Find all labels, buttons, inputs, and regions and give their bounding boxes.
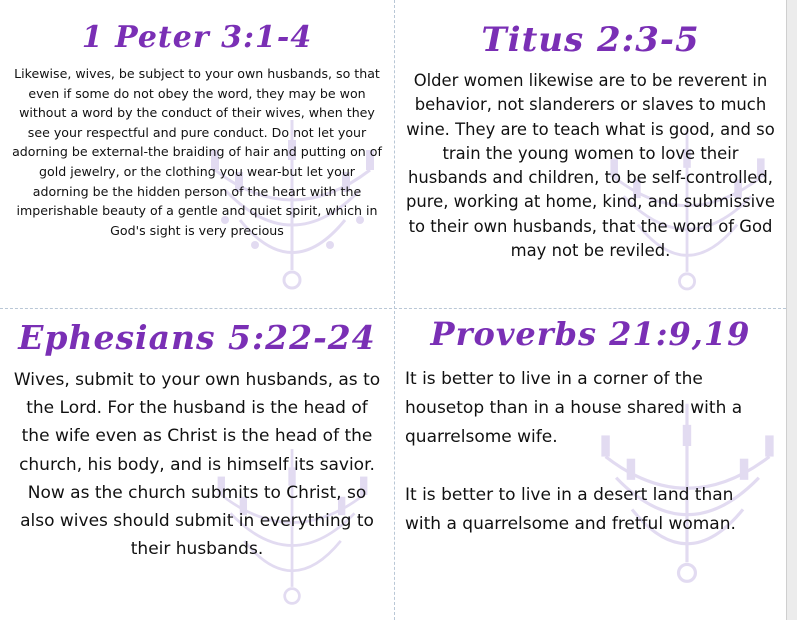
card-title: Proverbs 21:9,19 (430, 315, 751, 353)
card-text-paragraph: It is better to live in a corner of the housetop than in a house shared with a quarrelsome wife. (405, 369, 743, 447)
card-title: Ephesians 5:22-24 (18, 318, 376, 357)
card-text: Likewise, wives, be subject to your own husbands, so that even if some do not obey the word, they may be won without a word by the conduct of their wives, when they see your respectful and pure conduct. Do not let your adorning be external-the braiding of hair and putting on of gold jewelry, or the clothing you wear-but let your adorning be the hidden person of the heart with the imperishable beauty of a gentle and quiet spirit, which in God's sight is very precious (12, 66, 382, 238)
card-text: Wives, submit to your own husbands, as to the Lord. For the husband is the head of the wife even as Christ is the head of the church, his body, and is himself its savior. Now as the church submits to Christ, so also wives should submit in everything to their husbands. (13, 370, 381, 560)
card-proverbs (395, 309, 786, 620)
card-1-peter (0, 0, 394, 308)
cut-line-horizontal (0, 308, 786, 310)
card-title: 1 Peter 3:1-4 (81, 20, 313, 55)
vertical-scrollbar[interactable] (786, 0, 797, 620)
paragraph-gap (405, 452, 772, 481)
card-ephesians (0, 309, 394, 620)
card-text: Older women likewise are to be reverent in behavior, not slanderers or slaves to much wine. They are to teach what is good, and so train the young women to love their husbands and children, to be self-controlled, pure, working at home, kind, and submissive to their own husbands, that the word of God may not be reviled. (405, 71, 776, 261)
card-text-paragraph: It is better to live in a desert land than with a quarrelsome and fretful woman. (405, 485, 736, 534)
card-title: Titus 2:3-5 (481, 20, 700, 60)
cut-line-vertical (394, 0, 396, 620)
card-text (405, 365, 772, 539)
card-titus (395, 0, 786, 308)
